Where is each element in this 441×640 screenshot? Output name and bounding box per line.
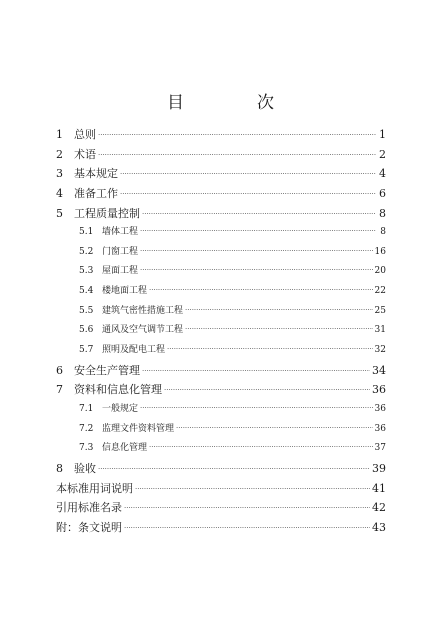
dot-leader bbox=[142, 210, 376, 218]
toc-entry-title: 基本规定 bbox=[74, 167, 118, 181]
toc-entry-title: 准备工作 bbox=[74, 186, 118, 200]
toc-entry-title: 总则 bbox=[74, 128, 96, 141]
toc-entry-page: 37 bbox=[374, 443, 386, 454]
dot-leader bbox=[98, 465, 370, 473]
toc-entry-page: 36 bbox=[372, 383, 386, 397]
toc-entry-number: 1 bbox=[56, 128, 63, 141]
toc-entry-7-3[interactable] bbox=[56, 440, 386, 460]
toc-entry-number: 5.1 bbox=[79, 227, 94, 238]
toc-entry-5-6[interactable] bbox=[56, 322, 386, 342]
toc-heading: 目 次 bbox=[167, 93, 302, 113]
dot-leader bbox=[98, 131, 376, 139]
dot-leader bbox=[120, 170, 376, 178]
toc-entry-page: 43 bbox=[372, 520, 386, 534]
toc-entry-5[interactable] bbox=[56, 205, 386, 225]
toc-entry-page: 25 bbox=[374, 305, 386, 316]
dot-leader bbox=[185, 306, 373, 314]
dot-leader bbox=[140, 227, 376, 235]
toc-entry-page: 34 bbox=[372, 363, 386, 377]
dot-leader bbox=[149, 286, 373, 294]
toc-entry-page: 2 bbox=[379, 147, 386, 161]
toc-entry-page: 6 bbox=[379, 186, 386, 200]
toc-entry-5-5[interactable] bbox=[56, 303, 386, 323]
toc-entry-7-1[interactable] bbox=[56, 401, 386, 421]
toc-entry-5-2[interactable] bbox=[56, 244, 386, 264]
toc-entry-title: 墙体工程 bbox=[102, 227, 139, 238]
dot-leader bbox=[124, 524, 370, 532]
toc-entry-number: 4 bbox=[56, 186, 63, 200]
toc-entry-title: 安全生产管理 bbox=[74, 363, 140, 377]
toc-entry-title: 信息化管理 bbox=[102, 443, 148, 454]
toc-entry-page: 36 bbox=[374, 423, 386, 434]
toc-entry-title: 资料和信息化管理 bbox=[74, 383, 162, 397]
toc-entry-title: 验收 bbox=[74, 461, 96, 475]
toc-entry-7-2[interactable] bbox=[56, 421, 386, 441]
toc-entry-number: 5.5 bbox=[79, 305, 94, 316]
toc-entry-3[interactable] bbox=[56, 165, 386, 185]
dot-leader bbox=[140, 266, 373, 274]
toc-entry-title: 屋面工程 bbox=[102, 266, 139, 277]
toc-entry-title: 照明及配电工程 bbox=[102, 345, 166, 356]
dot-leader bbox=[149, 443, 373, 451]
toc-entry-number: 5.7 bbox=[79, 345, 94, 356]
toc-entry-title: 监理文件资料管理 bbox=[102, 423, 175, 434]
toc-entry-number: 2 bbox=[56, 147, 63, 161]
toc-entry-number: 5.6 bbox=[79, 325, 94, 336]
toc-entry-page: 8 bbox=[379, 206, 386, 220]
toc-entry-page: 36 bbox=[374, 403, 386, 414]
toc-entry-page: 1 bbox=[379, 128, 386, 141]
toc-entry-number: 7 bbox=[56, 383, 63, 397]
dot-leader bbox=[142, 367, 370, 375]
toc-entry-page: 32 bbox=[374, 345, 386, 356]
toc-entry-number: 8 bbox=[56, 461, 63, 475]
dot-leader bbox=[140, 404, 373, 412]
toc-entry-number: 7.1 bbox=[79, 403, 94, 414]
toc-entry-title: 引用标准名录 bbox=[56, 501, 122, 515]
toc-entry-number: 3 bbox=[56, 167, 63, 181]
toc-entry-references[interactable] bbox=[56, 499, 386, 519]
dot-leader bbox=[167, 345, 373, 353]
toc-entry-page: 20 bbox=[374, 266, 386, 277]
dot-leader bbox=[164, 386, 370, 394]
toc-entry-number: 5.3 bbox=[79, 266, 94, 277]
dot-leader bbox=[124, 504, 370, 512]
toc-entry-title: 楼地面工程 bbox=[102, 286, 148, 297]
toc-entry-title: 工程质量控制 bbox=[74, 206, 140, 220]
toc-entry-page: 41 bbox=[372, 481, 386, 495]
toc-entry-number: 6 bbox=[56, 363, 63, 377]
toc-entry-number: 7.2 bbox=[79, 423, 94, 434]
toc-entry-4[interactable] bbox=[56, 185, 386, 205]
toc-entry-number: 7.3 bbox=[79, 443, 94, 454]
toc-entry-number: 5.2 bbox=[79, 246, 94, 257]
toc-entry-8[interactable] bbox=[56, 460, 386, 480]
toc-entry-number: 5 bbox=[56, 206, 63, 220]
toc-entry-title: 门窗工程 bbox=[102, 246, 139, 257]
toc-entry-page: 16 bbox=[374, 246, 386, 257]
toc-entry-page: 22 bbox=[374, 286, 386, 297]
toc-entry-5-3[interactable] bbox=[56, 263, 386, 283]
toc-entry-terms[interactable] bbox=[56, 480, 386, 500]
toc-entry-title: 通风及空气调节工程 bbox=[102, 325, 184, 336]
toc-entry-page: 4 bbox=[379, 167, 386, 181]
toc-entry-2[interactable] bbox=[56, 146, 386, 166]
dot-leader bbox=[135, 485, 370, 493]
toc-entry-title: 附：条文说明 bbox=[56, 520, 122, 534]
toc-entry-5-4[interactable] bbox=[56, 283, 386, 303]
toc-entry-title: 术语 bbox=[74, 147, 96, 161]
dot-leader bbox=[140, 247, 373, 255]
dot-leader bbox=[176, 424, 373, 432]
toc-entry-page: 39 bbox=[372, 461, 386, 475]
toc-entry-6[interactable] bbox=[56, 362, 386, 382]
toc-entry-page: 42 bbox=[372, 501, 386, 515]
toc-entry-page: 8 bbox=[380, 227, 386, 238]
toc-entry-page: 31 bbox=[374, 325, 386, 336]
dot-leader bbox=[120, 190, 376, 198]
toc-entry-7[interactable] bbox=[56, 381, 386, 401]
dot-leader bbox=[98, 151, 376, 159]
toc-entry-title: 一般规定 bbox=[102, 403, 139, 414]
toc-entry-title: 建筑气密性措施工程 bbox=[102, 305, 184, 316]
dot-leader bbox=[185, 325, 373, 333]
toc-entry-commentary[interactable] bbox=[56, 519, 386, 539]
toc-entry-1[interactable] bbox=[56, 126, 386, 146]
toc-entry-5-7[interactable] bbox=[56, 342, 386, 362]
toc-entry-number: 5.4 bbox=[79, 286, 94, 297]
table-of-contents bbox=[56, 126, 386, 538]
toc-entry-title: 本标准用词说明 bbox=[56, 481, 133, 495]
toc-entry-5-1[interactable] bbox=[56, 224, 386, 244]
